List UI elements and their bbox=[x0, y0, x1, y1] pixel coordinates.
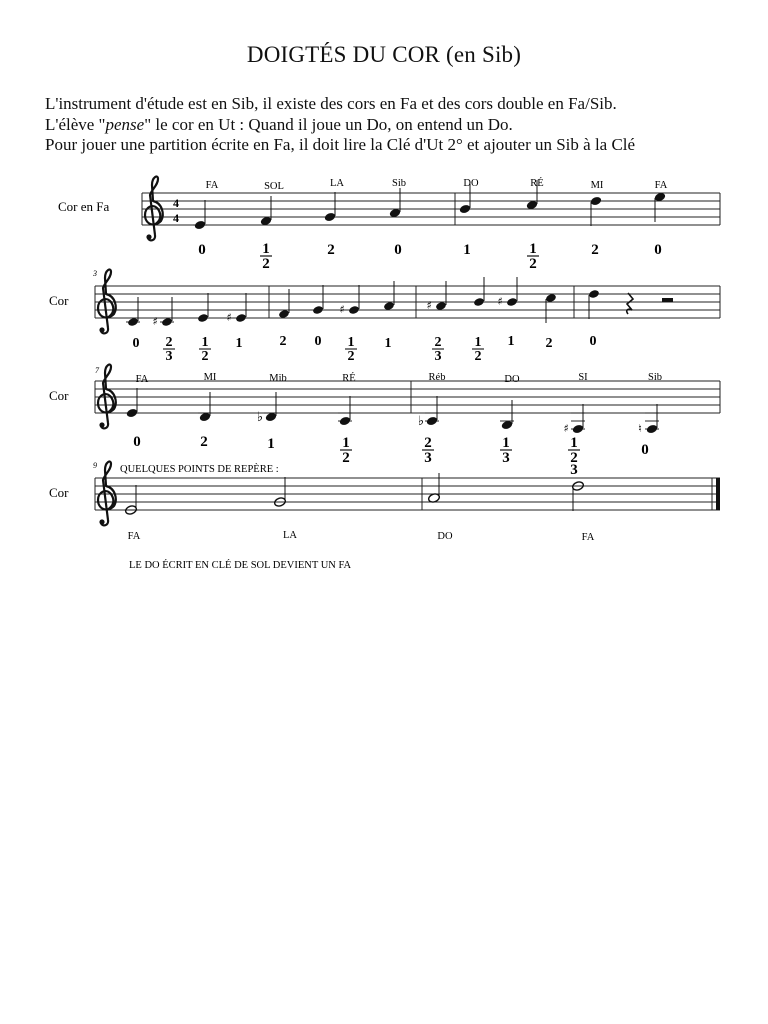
note bbox=[506, 297, 518, 307]
note-name: LA bbox=[330, 178, 344, 189]
fingering: 1 bbox=[502, 435, 510, 451]
fingering: 0 bbox=[641, 442, 649, 458]
fingering: 2 bbox=[591, 242, 599, 258]
fingering: 0 bbox=[133, 434, 141, 450]
intro-line-1: L'instrument d'étude est en Sib, il existe des cors en Fa et des cors double en Fa/Sib. bbox=[45, 94, 617, 113]
note bbox=[473, 297, 485, 307]
fingering: 1 bbox=[262, 241, 270, 257]
note-do bbox=[459, 204, 471, 215]
note bbox=[278, 309, 290, 319]
fingering: 1 bbox=[347, 335, 355, 350]
fingering: 2 bbox=[474, 349, 482, 364]
note-name: Mib bbox=[269, 373, 287, 384]
treble-clef-icon bbox=[98, 365, 116, 429]
page-title: DOIGTÉS DU COR (en Sib) bbox=[246, 42, 522, 67]
staff-lines bbox=[95, 381, 720, 413]
fingering: 2 bbox=[327, 242, 335, 258]
fingering: 2 bbox=[529, 256, 537, 272]
note bbox=[235, 313, 247, 323]
measure-number: 9 bbox=[93, 461, 97, 470]
note bbox=[197, 313, 209, 323]
fingering: 2 bbox=[545, 336, 553, 351]
fingering: 0 bbox=[198, 242, 206, 258]
fingering: 2 bbox=[570, 450, 578, 466]
fingering: 2 bbox=[424, 435, 432, 451]
note-mi bbox=[590, 196, 602, 207]
intro-line-3: Pour jouer une partition écrite en Fa, il doit lire la Clé d'Ut 2° et ajouter un Sib à la Clé bbox=[45, 135, 636, 154]
fingering: 1 bbox=[384, 336, 392, 351]
fingering: 2 bbox=[342, 450, 350, 466]
sharp-icon: ♯ bbox=[152, 315, 158, 328]
time-signature-bottom: 4 bbox=[173, 211, 179, 225]
note-name: SOL bbox=[264, 181, 284, 192]
note-name: MI bbox=[203, 372, 217, 383]
note-la bbox=[324, 212, 336, 223]
note-name: FA bbox=[654, 180, 668, 191]
staff-lines bbox=[95, 478, 720, 510]
note bbox=[435, 301, 447, 311]
flat-icon: ♭ bbox=[256, 410, 264, 425]
note-name: SI bbox=[578, 372, 588, 383]
note-name: RÉ bbox=[530, 178, 544, 189]
fingering: 3 bbox=[424, 450, 432, 466]
system-3 bbox=[49, 365, 720, 478]
fingering: 0 bbox=[314, 334, 322, 349]
instrument-label: Cor bbox=[49, 485, 69, 500]
fingering: 1 bbox=[474, 335, 482, 350]
half-rest-icon bbox=[662, 298, 673, 302]
reference-label: LA bbox=[283, 530, 297, 541]
natural-icon: ♮ bbox=[638, 422, 642, 435]
treble-clef-icon bbox=[98, 270, 116, 334]
section-heading: QUELQUES POINTS DE REPÈRE : bbox=[120, 464, 279, 475]
fingering: 1 bbox=[463, 242, 471, 258]
system-2 bbox=[49, 269, 720, 364]
staff-lines bbox=[95, 286, 720, 318]
fingering: 3 bbox=[502, 450, 510, 466]
system-4 bbox=[49, 461, 720, 571]
note-name: DO bbox=[463, 178, 479, 189]
intro-line-2-emphasis: pense bbox=[105, 114, 145, 134]
sharp-icon: ♯ bbox=[497, 295, 503, 308]
intro-line-2-end: " le cor en Ut : Quand il joue un Do, on entend un Do. bbox=[144, 114, 513, 134]
sharp-icon: ♯ bbox=[339, 303, 345, 316]
fingering: 1 bbox=[529, 241, 537, 257]
instrument-label: Cor en Fa bbox=[58, 199, 110, 214]
note-name: RÉ bbox=[342, 373, 356, 384]
treble-clef-icon bbox=[145, 177, 163, 241]
sharp-icon: ♯ bbox=[226, 311, 232, 324]
note bbox=[348, 305, 360, 315]
fingering: 1 bbox=[507, 334, 515, 349]
flat-icon: ♭ bbox=[417, 414, 425, 429]
fingering: 2 bbox=[201, 349, 209, 364]
fingering: 1 bbox=[570, 435, 578, 451]
fingering: 3 bbox=[434, 349, 442, 364]
fingering: 0 bbox=[394, 242, 402, 258]
note-name: MI bbox=[590, 180, 604, 191]
fingering: 0 bbox=[589, 334, 597, 349]
fingering: 2 bbox=[165, 335, 173, 350]
system-1 bbox=[58, 177, 720, 272]
fingering: 2 bbox=[279, 334, 287, 349]
note-name: Sib bbox=[647, 372, 663, 383]
fingering: 1 bbox=[342, 435, 350, 451]
intro-line-2-start: L'élève " bbox=[45, 114, 106, 134]
note bbox=[383, 301, 395, 311]
note-name: FA bbox=[135, 374, 149, 385]
sharp-icon: ♯ bbox=[563, 422, 569, 435]
sharp-icon: ♯ bbox=[426, 299, 432, 312]
fingering: 2 bbox=[262, 256, 270, 272]
note bbox=[312, 305, 324, 315]
fingering: 3 bbox=[570, 462, 578, 478]
fingering: 0 bbox=[132, 336, 140, 351]
footnote: LE DO ÉCRIT EN CLÉ DE SOL DEVIENT UN FA bbox=[129, 560, 352, 571]
fingering: 2 bbox=[347, 349, 355, 364]
reference-label: FA bbox=[581, 532, 595, 543]
fingering: 2 bbox=[434, 335, 442, 350]
note-name: DO bbox=[504, 374, 520, 385]
fingering: 2 bbox=[200, 434, 208, 450]
instrument-label: Cor bbox=[49, 293, 69, 308]
reference-label: FA bbox=[127, 531, 141, 542]
measure-number: 3 bbox=[93, 269, 97, 278]
fingering: 1 bbox=[267, 436, 275, 452]
time-signature-top: 4 bbox=[173, 196, 179, 210]
fingering: 1 bbox=[235, 336, 243, 351]
final-barline-thick bbox=[716, 478, 720, 510]
note-name: Réb bbox=[428, 372, 446, 383]
note-name: Sib bbox=[391, 178, 407, 189]
fingering: 1 bbox=[201, 335, 209, 350]
instrument-label: Cor bbox=[49, 388, 69, 403]
note bbox=[588, 289, 600, 299]
staff-lines bbox=[142, 193, 720, 225]
treble-clef-icon bbox=[98, 462, 116, 526]
reference-label: DO bbox=[437, 531, 453, 542]
fingering: 3 bbox=[165, 349, 173, 364]
note bbox=[545, 293, 557, 303]
note-name: FA bbox=[205, 180, 219, 191]
fingering: 0 bbox=[654, 242, 662, 258]
quarter-rest-icon bbox=[627, 293, 633, 314]
measure-number: 7 bbox=[95, 366, 99, 375]
